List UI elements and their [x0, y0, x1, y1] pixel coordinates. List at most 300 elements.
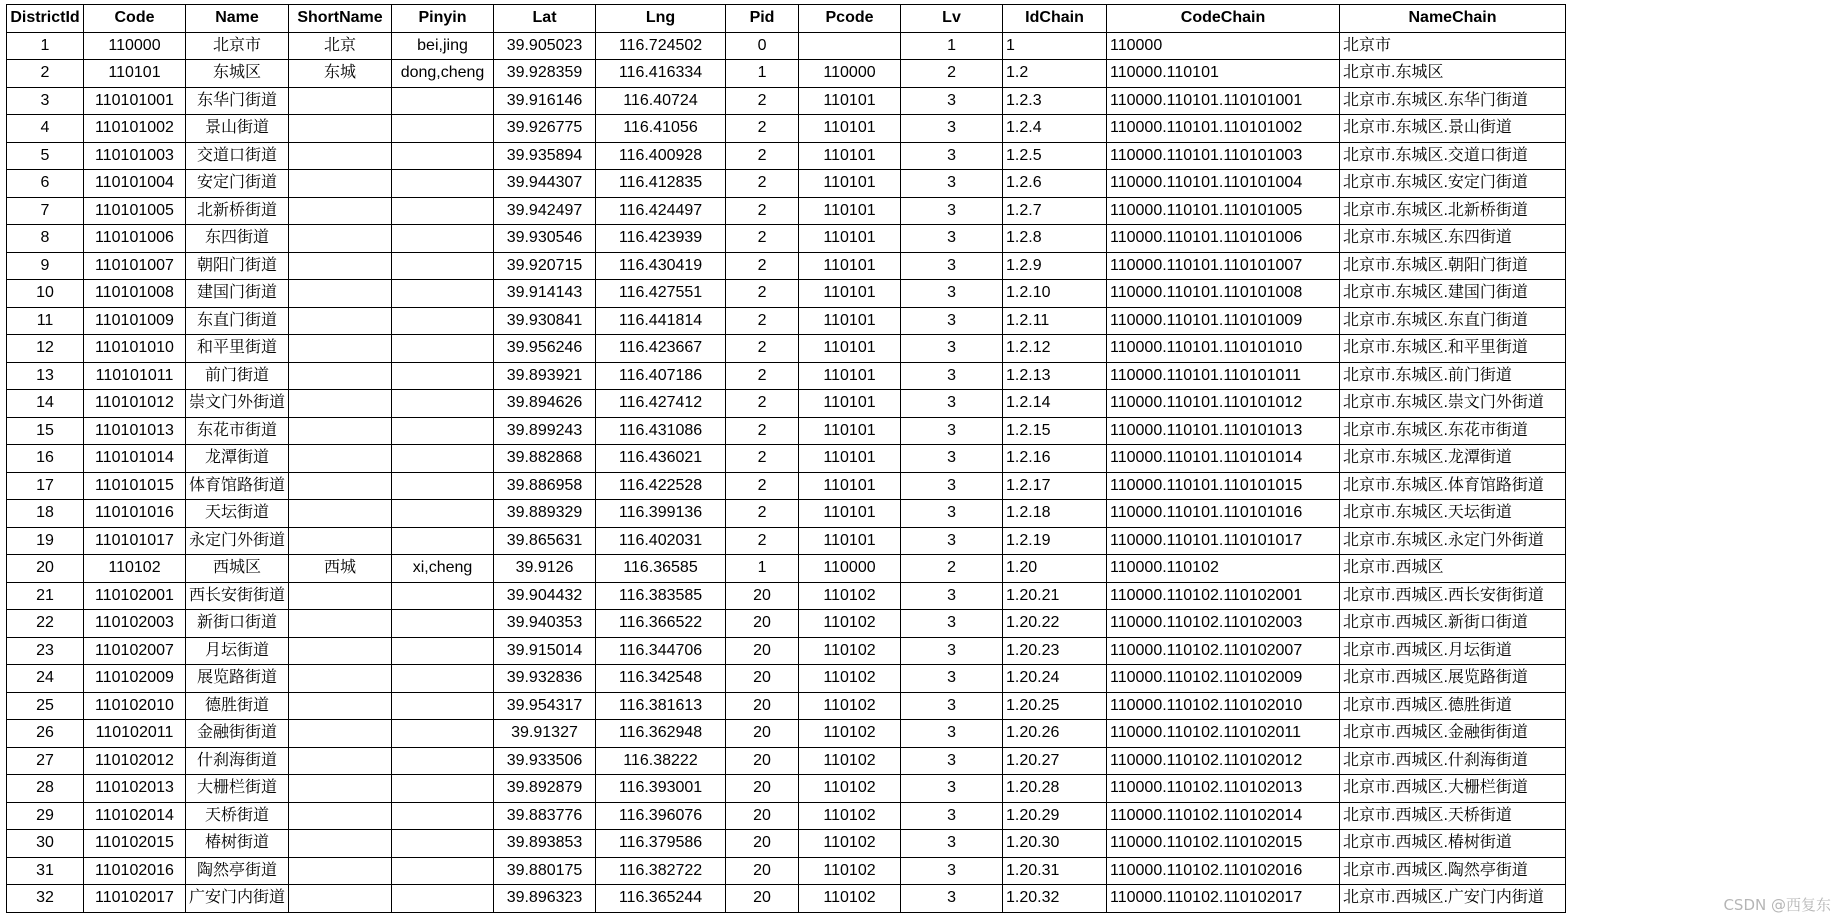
cell-pcode: 110101 [799, 307, 901, 335]
cell-lng: 116.342548 [596, 665, 726, 693]
cell-districtid: 23 [7, 637, 84, 665]
cell-namechain: 北京市.东城区.景山街道 [1340, 115, 1566, 143]
cell-lng: 116.423939 [596, 225, 726, 253]
cell-shortname [289, 582, 392, 610]
table-row [7, 830, 1566, 858]
cell-idchain: 1.2.14 [1003, 390, 1107, 418]
cell-shortname [289, 170, 392, 198]
cell-lv: 3 [901, 472, 1003, 500]
cell-name: 东城区 [186, 60, 289, 88]
cell-pid: 2 [726, 445, 799, 473]
cell-lv: 3 [901, 280, 1003, 308]
cell-pinyin [392, 857, 494, 885]
cell-namechain: 北京市.东城区.永定门外街道 [1340, 527, 1566, 555]
cell-idchain: 1.20.30 [1003, 830, 1107, 858]
cell-lv: 3 [901, 335, 1003, 363]
cell-codechain: 110000.110101.110101005 [1107, 197, 1340, 225]
cell-name: 天桥街道 [186, 802, 289, 830]
cell-idchain: 1.2.8 [1003, 225, 1107, 253]
cell-code: 110102011 [84, 720, 186, 748]
cell-pinyin [392, 170, 494, 198]
cell-namechain: 北京市.东城区.东四街道 [1340, 225, 1566, 253]
table-row [7, 115, 1566, 143]
cell-lv: 3 [901, 390, 1003, 418]
cell-pcode: 110101 [799, 390, 901, 418]
cell-pid: 2 [726, 142, 799, 170]
cell-name: 交道口街道 [186, 142, 289, 170]
cell-lng: 116.423667 [596, 335, 726, 363]
cell-codechain: 110000.110101.110101008 [1107, 280, 1340, 308]
cell-code: 110101006 [84, 225, 186, 253]
cell-lng: 116.412835 [596, 170, 726, 198]
cell-codechain: 110000.110102.110102017 [1107, 885, 1340, 913]
cell-namechain: 北京市.东城区 [1340, 60, 1566, 88]
cell-name: 西城区 [186, 555, 289, 583]
cell-pid: 2 [726, 280, 799, 308]
cell-idchain: 1.20.23 [1003, 637, 1107, 665]
cell-lv: 3 [901, 747, 1003, 775]
cell-lat: 39.933506 [494, 747, 596, 775]
cell-code: 110101012 [84, 390, 186, 418]
cell-lat: 39.9126 [494, 555, 596, 583]
cell-lv: 3 [901, 417, 1003, 445]
table-row [7, 720, 1566, 748]
cell-code: 110101011 [84, 362, 186, 390]
table-row [7, 527, 1566, 555]
cell-shortname [289, 197, 392, 225]
table-row [7, 637, 1566, 665]
cell-name: 建国门街道 [186, 280, 289, 308]
cell-pinyin [392, 390, 494, 418]
cell-pid: 20 [726, 885, 799, 913]
cell-lng: 116.407186 [596, 362, 726, 390]
cell-lv: 3 [901, 610, 1003, 638]
table-row [7, 197, 1566, 225]
cell-pid: 2 [726, 472, 799, 500]
cell-lng: 116.365244 [596, 885, 726, 913]
column-header-pinyin: Pinyin [392, 5, 494, 33]
cell-code: 110000 [84, 32, 186, 60]
cell-namechain: 北京市.西城区.金融街街道 [1340, 720, 1566, 748]
cell-districtid: 11 [7, 307, 84, 335]
cell-pinyin [392, 720, 494, 748]
cell-codechain: 110000.110102.110102015 [1107, 830, 1340, 858]
column-header-pid: Pid [726, 5, 799, 33]
cell-codechain: 110000.110102 [1107, 555, 1340, 583]
cell-shortname [289, 87, 392, 115]
cell-code: 110101003 [84, 142, 186, 170]
cell-code: 110101013 [84, 417, 186, 445]
cell-shortname [289, 775, 392, 803]
cell-namechain: 北京市.西城区.德胜街道 [1340, 692, 1566, 720]
cell-pid: 20 [726, 830, 799, 858]
cell-pid: 2 [726, 527, 799, 555]
cell-namechain: 北京市.东城区.北新桥街道 [1340, 197, 1566, 225]
cell-pinyin [392, 665, 494, 693]
cell-districtid: 14 [7, 390, 84, 418]
cell-lv: 2 [901, 555, 1003, 583]
cell-idchain: 1.2 [1003, 60, 1107, 88]
cell-pid: 2 [726, 197, 799, 225]
cell-shortname [289, 252, 392, 280]
cell-pinyin [392, 335, 494, 363]
cell-pcode: 110102 [799, 857, 901, 885]
cell-districtid: 26 [7, 720, 84, 748]
cell-lng: 116.382722 [596, 857, 726, 885]
watermark: CSDN @西复东 [1723, 896, 1831, 914]
cell-shortname [289, 610, 392, 638]
column-header-lng: Lng [596, 5, 726, 33]
cell-pcode: 110101 [799, 500, 901, 528]
cell-name: 大栅栏街道 [186, 775, 289, 803]
cell-idchain: 1.2.17 [1003, 472, 1107, 500]
cell-lv: 3 [901, 307, 1003, 335]
cell-districtid: 22 [7, 610, 84, 638]
cell-code: 110102003 [84, 610, 186, 638]
cell-codechain: 110000.110102.110102016 [1107, 857, 1340, 885]
cell-lv: 3 [901, 802, 1003, 830]
cell-lat: 39.905023 [494, 32, 596, 60]
cell-lv: 3 [901, 445, 1003, 473]
cell-pid: 20 [726, 720, 799, 748]
cell-lng: 116.436021 [596, 445, 726, 473]
cell-codechain: 110000.110102.110102013 [1107, 775, 1340, 803]
cell-code: 110102001 [84, 582, 186, 610]
cell-lat: 39.904432 [494, 582, 596, 610]
cell-codechain: 110000.110101.110101013 [1107, 417, 1340, 445]
cell-lat: 39.894626 [494, 390, 596, 418]
cell-pinyin [392, 802, 494, 830]
cell-pid: 20 [726, 582, 799, 610]
cell-lng: 116.344706 [596, 637, 726, 665]
cell-pcode: 110102 [799, 830, 901, 858]
cell-pid: 20 [726, 802, 799, 830]
table-row [7, 775, 1566, 803]
cell-idchain: 1.2.15 [1003, 417, 1107, 445]
cell-idchain: 1.20 [1003, 555, 1107, 583]
cell-pinyin: dong,cheng [392, 60, 494, 88]
cell-pid: 2 [726, 225, 799, 253]
cell-pcode [799, 32, 901, 60]
table-row [7, 390, 1566, 418]
cell-lat: 39.954317 [494, 692, 596, 720]
column-header-pcode: Pcode [799, 5, 901, 33]
cell-idchain: 1.2.4 [1003, 115, 1107, 143]
cell-lat: 39.932836 [494, 665, 596, 693]
cell-lv: 3 [901, 142, 1003, 170]
cell-code: 110101009 [84, 307, 186, 335]
cell-lng: 116.431086 [596, 417, 726, 445]
cell-pcode: 110102 [799, 582, 901, 610]
cell-codechain: 110000.110101 [1107, 60, 1340, 88]
cell-lat: 39.940353 [494, 610, 596, 638]
cell-districtid: 19 [7, 527, 84, 555]
cell-lv: 3 [901, 170, 1003, 198]
table-row [7, 665, 1566, 693]
cell-lv: 3 [901, 500, 1003, 528]
table-row [7, 87, 1566, 115]
cell-lv: 3 [901, 582, 1003, 610]
cell-codechain: 110000.110102.110102009 [1107, 665, 1340, 693]
cell-lat: 39.896323 [494, 885, 596, 913]
cell-codechain: 110000.110101.110101010 [1107, 335, 1340, 363]
cell-name: 金融街街道 [186, 720, 289, 748]
cell-lv: 3 [901, 362, 1003, 390]
cell-pid: 20 [726, 637, 799, 665]
cell-shortname [289, 692, 392, 720]
cell-pid: 20 [726, 747, 799, 775]
cell-districtid: 16 [7, 445, 84, 473]
cell-idchain: 1 [1003, 32, 1107, 60]
cell-lv: 3 [901, 197, 1003, 225]
cell-lng: 116.424497 [596, 197, 726, 225]
cell-shortname [289, 830, 392, 858]
cell-namechain: 北京市.西城区.什刹海街道 [1340, 747, 1566, 775]
cell-idchain: 1.2.7 [1003, 197, 1107, 225]
cell-idchain: 1.2.13 [1003, 362, 1107, 390]
cell-lng: 116.416334 [596, 60, 726, 88]
cell-pid: 2 [726, 417, 799, 445]
cell-namechain: 北京市.西城区 [1340, 555, 1566, 583]
cell-lat: 39.892879 [494, 775, 596, 803]
cell-pcode: 110000 [799, 555, 901, 583]
cell-lat: 39.920715 [494, 252, 596, 280]
cell-lv: 3 [901, 775, 1003, 803]
cell-namechain: 北京市.东城区.东直门街道 [1340, 307, 1566, 335]
cell-lat: 39.944307 [494, 170, 596, 198]
cell-lv: 3 [901, 225, 1003, 253]
cell-shortname [289, 115, 392, 143]
cell-pcode: 110101 [799, 142, 901, 170]
cell-namechain: 北京市.西城区.大栅栏街道 [1340, 775, 1566, 803]
cell-namechain: 北京市.东城区.东花市街道 [1340, 417, 1566, 445]
cell-namechain: 北京市.西城区.新街口街道 [1340, 610, 1566, 638]
cell-idchain: 1.2.10 [1003, 280, 1107, 308]
cell-pinyin [392, 197, 494, 225]
cell-districtid: 21 [7, 582, 84, 610]
table-row [7, 225, 1566, 253]
cell-code: 110101004 [84, 170, 186, 198]
cell-lat: 39.882868 [494, 445, 596, 473]
cell-idchain: 1.20.22 [1003, 610, 1107, 638]
table-row [7, 692, 1566, 720]
cell-codechain: 110000.110101.110101012 [1107, 390, 1340, 418]
table-row [7, 170, 1566, 198]
cell-lat: 39.935894 [494, 142, 596, 170]
cell-lng: 116.402031 [596, 527, 726, 555]
cell-shortname [289, 417, 392, 445]
cell-shortname [289, 637, 392, 665]
cell-code: 110101007 [84, 252, 186, 280]
cell-pid: 1 [726, 555, 799, 583]
cell-shortname [289, 665, 392, 693]
cell-pinyin [392, 445, 494, 473]
cell-namechain: 北京市.东城区.和平里街道 [1340, 335, 1566, 363]
cell-lat: 39.880175 [494, 857, 596, 885]
cell-pid: 20 [726, 665, 799, 693]
table-row [7, 142, 1566, 170]
cell-lat: 39.928359 [494, 60, 596, 88]
cell-name: 体育馆路街道 [186, 472, 289, 500]
cell-pid: 2 [726, 335, 799, 363]
cell-codechain: 110000.110102.110102001 [1107, 582, 1340, 610]
cell-codechain: 110000.110102.110102010 [1107, 692, 1340, 720]
cell-code: 110102017 [84, 885, 186, 913]
cell-lng: 116.38222 [596, 747, 726, 775]
cell-pid: 2 [726, 115, 799, 143]
cell-lat: 39.883776 [494, 802, 596, 830]
cell-name: 月坛街道 [186, 637, 289, 665]
cell-idchain: 1.2.6 [1003, 170, 1107, 198]
cell-lat: 39.930841 [494, 307, 596, 335]
cell-pinyin [392, 885, 494, 913]
column-header-lv: Lv [901, 5, 1003, 33]
cell-idchain: 1.20.21 [1003, 582, 1107, 610]
cell-lat: 39.893853 [494, 830, 596, 858]
cell-pinyin: xi,cheng [392, 555, 494, 583]
cell-lv: 3 [901, 527, 1003, 555]
cell-namechain: 北京市.东城区.体育馆路街道 [1340, 472, 1566, 500]
column-header-idchain: IdChain [1003, 5, 1107, 33]
cell-districtid: 29 [7, 802, 84, 830]
cell-lv: 3 [901, 885, 1003, 913]
cell-name: 什刹海街道 [186, 747, 289, 775]
cell-pcode: 110101 [799, 197, 901, 225]
cell-pid: 20 [726, 857, 799, 885]
cell-districtid: 10 [7, 280, 84, 308]
cell-codechain: 110000.110101.110101015 [1107, 472, 1340, 500]
cell-idchain: 1.2.3 [1003, 87, 1107, 115]
cell-idchain: 1.2.12 [1003, 335, 1107, 363]
cell-lng: 116.379586 [596, 830, 726, 858]
table-row [7, 335, 1566, 363]
cell-districtid: 25 [7, 692, 84, 720]
cell-pinyin [392, 417, 494, 445]
cell-shortname [289, 857, 392, 885]
cell-lng: 116.362948 [596, 720, 726, 748]
table-row [7, 610, 1566, 638]
cell-pinyin [392, 115, 494, 143]
cell-idchain: 1.20.27 [1003, 747, 1107, 775]
cell-name: 天坛街道 [186, 500, 289, 528]
cell-shortname [289, 445, 392, 473]
cell-shortname [289, 802, 392, 830]
cell-pinyin [392, 637, 494, 665]
cell-idchain: 1.20.32 [1003, 885, 1107, 913]
cell-lv: 3 [901, 857, 1003, 885]
cell-namechain: 北京市.西城区.陶然亭街道 [1340, 857, 1566, 885]
cell-code: 110101015 [84, 472, 186, 500]
cell-code: 110101008 [84, 280, 186, 308]
cell-code: 110101001 [84, 87, 186, 115]
cell-districtid: 7 [7, 197, 84, 225]
cell-pid: 2 [726, 307, 799, 335]
cell-districtid: 30 [7, 830, 84, 858]
cell-lv: 3 [901, 637, 1003, 665]
cell-lat: 39.893921 [494, 362, 596, 390]
table-row [7, 582, 1566, 610]
column-header-code: Code [84, 5, 186, 33]
cell-lat: 39.956246 [494, 335, 596, 363]
cell-lng: 116.441814 [596, 307, 726, 335]
cell-name: 东直门街道 [186, 307, 289, 335]
table-row [7, 32, 1566, 60]
table-row [7, 555, 1566, 583]
cell-name: 永定门外街道 [186, 527, 289, 555]
cell-codechain: 110000.110101.110101007 [1107, 252, 1340, 280]
cell-idchain: 1.20.26 [1003, 720, 1107, 748]
cell-code: 110101010 [84, 335, 186, 363]
cell-shortname [289, 335, 392, 363]
cell-codechain: 110000.110101.110101003 [1107, 142, 1340, 170]
cell-namechain: 北京市.西城区.展览路街道 [1340, 665, 1566, 693]
cell-pinyin [392, 747, 494, 775]
cell-code: 110101002 [84, 115, 186, 143]
cell-pcode: 110101 [799, 280, 901, 308]
column-header-lat: Lat [494, 5, 596, 33]
cell-lv: 3 [901, 830, 1003, 858]
cell-lv: 3 [901, 720, 1003, 748]
cell-pid: 2 [726, 87, 799, 115]
cell-namechain: 北京市.西城区.月坛街道 [1340, 637, 1566, 665]
cell-pcode: 110102 [799, 775, 901, 803]
cell-codechain: 110000.110101.110101002 [1107, 115, 1340, 143]
cell-lat: 39.942497 [494, 197, 596, 225]
cell-namechain: 北京市.东城区.安定门街道 [1340, 170, 1566, 198]
cell-pinyin [392, 362, 494, 390]
cell-pinyin: bei,jing [392, 32, 494, 60]
cell-name: 东华门街道 [186, 87, 289, 115]
cell-pinyin [392, 692, 494, 720]
cell-namechain: 北京市.西城区.广安门内街道 [1340, 885, 1566, 913]
column-header-districtid: DistrictId [7, 5, 84, 33]
cell-namechain: 北京市.东城区.龙潭街道 [1340, 445, 1566, 473]
cell-namechain: 北京市.西城区.西长安街街道 [1340, 582, 1566, 610]
cell-lv: 2 [901, 60, 1003, 88]
cell-districtid: 3 [7, 87, 84, 115]
cell-code: 110101016 [84, 500, 186, 528]
cell-shortname [289, 472, 392, 500]
cell-code: 110102009 [84, 665, 186, 693]
table-row [7, 802, 1566, 830]
cell-codechain: 110000.110102.110102011 [1107, 720, 1340, 748]
table-row [7, 417, 1566, 445]
cell-codechain: 110000.110101.110101017 [1107, 527, 1340, 555]
cell-pcode: 110101 [799, 87, 901, 115]
cell-pid: 2 [726, 362, 799, 390]
cell-codechain: 110000.110101.110101011 [1107, 362, 1340, 390]
cell-code: 110101014 [84, 445, 186, 473]
cell-name: 龙潭街道 [186, 445, 289, 473]
column-header-name: Name [186, 5, 289, 33]
cell-name: 广安门内街道 [186, 885, 289, 913]
column-header-shortname: ShortName [289, 5, 392, 33]
cell-districtid: 15 [7, 417, 84, 445]
cell-districtid: 8 [7, 225, 84, 253]
cell-lv: 3 [901, 692, 1003, 720]
cell-namechain: 北京市.东城区.交道口街道 [1340, 142, 1566, 170]
cell-code: 110102015 [84, 830, 186, 858]
cell-name: 北新桥街道 [186, 197, 289, 225]
cell-shortname [289, 362, 392, 390]
cell-pinyin [392, 775, 494, 803]
cell-districtid: 31 [7, 857, 84, 885]
cell-codechain: 110000.110102.110102003 [1107, 610, 1340, 638]
cell-lng: 116.366522 [596, 610, 726, 638]
cell-codechain: 110000.110102.110102007 [1107, 637, 1340, 665]
cell-pcode: 110102 [799, 692, 901, 720]
cell-lat: 39.915014 [494, 637, 596, 665]
